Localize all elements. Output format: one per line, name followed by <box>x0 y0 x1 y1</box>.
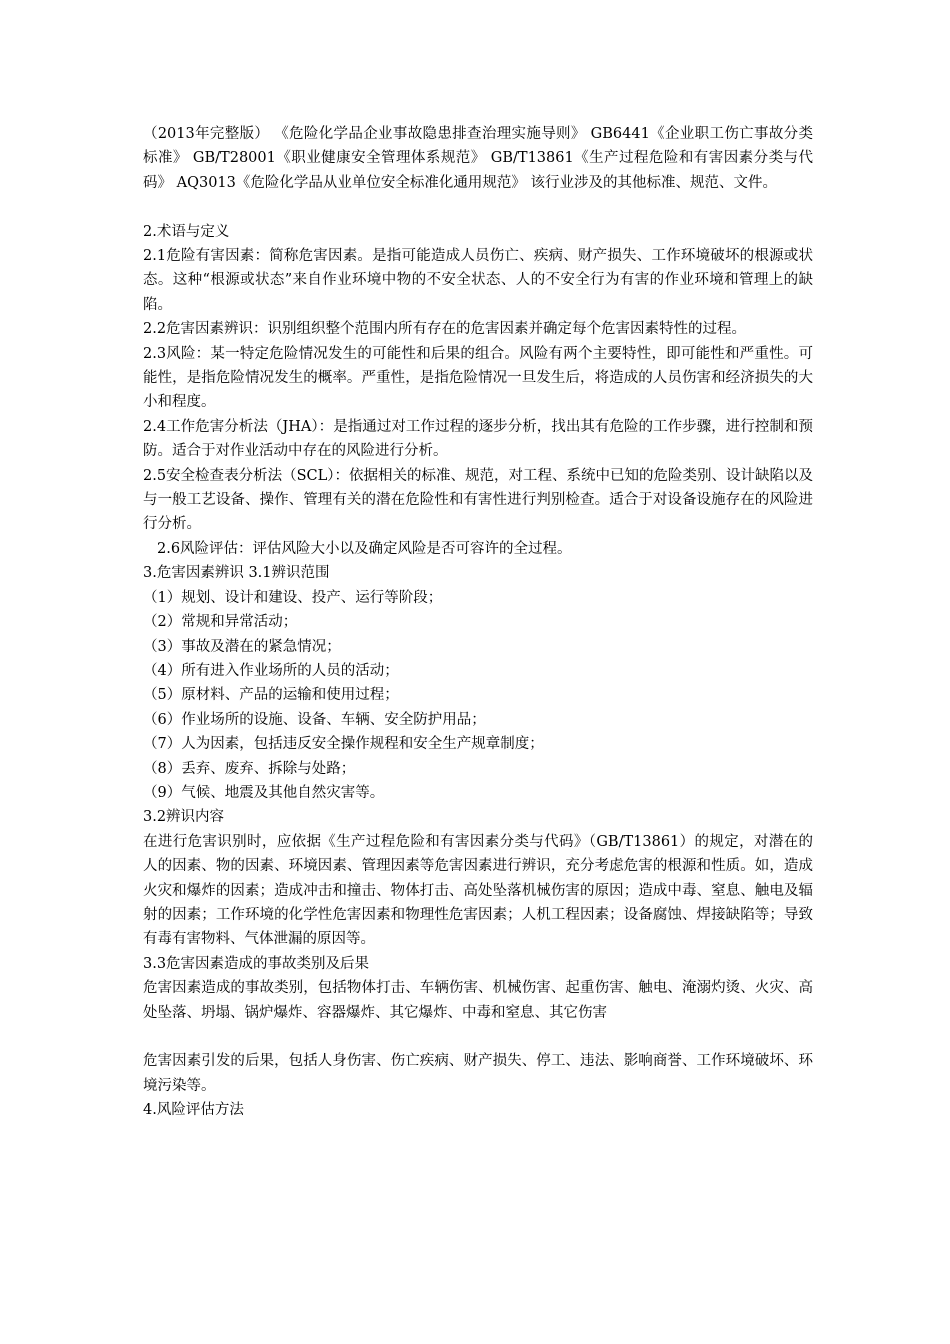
definition-2-6: 2.6风险评估：评估风险大小以及确定风险是否可容许的全过程。 <box>157 540 572 557</box>
definition-2-2: 2.2危害因素辨识：识别组织整个范围内所有存在的危害因素并确定每个危害因素特性的过程。 <box>143 321 747 338</box>
blank-line <box>143 195 813 219</box>
section-heading-3-3: 3.3危害因素造成的事故类别及后果 <box>143 955 370 972</box>
definition-2-4: 2.4工作危害分析法（JHA）：是指通过对工作过程的逐步分析，找出其有危险的工作步骤，进行控制和预防。适合于对作业活动中存在的风险进行分析。 <box>143 418 813 460</box>
definition-2-5: 2.5安全检查表分析法（SCL）：依据相关的标准、规范，对工程、系统中已知的危险类别、设计缺陷以及与一般工艺设备、操作、管理有关的潜在危险性和有害性进行判别检查。适合于对设备设施存在的风险进行分析。 <box>143 467 813 533</box>
scope-item-9: （9）气候、地震及其他自然灾害等。 <box>143 784 385 801</box>
section-heading-3-2: 3.2辨识内容 <box>143 809 225 826</box>
document-body <box>143 122 813 1123</box>
section-heading-terms: 2.术语与定义 <box>143 223 230 240</box>
scope-item-1: （1）规划、设计和建设、投产、运行等阶段； <box>143 589 443 606</box>
scope-item-2: （2）常规和异常活动； <box>143 614 298 631</box>
scope-item-8: （8）丢弃、废弃、拆除与处路； <box>143 760 356 777</box>
section-heading-hazard-identification: 3.危害因素辨识 3.1辨识范围 <box>143 565 330 582</box>
scope-item-5: （5）原材料、产品的运输和使用过程； <box>143 687 399 704</box>
blank-line <box>143 1025 813 1049</box>
scope-item-4: （4）所有进入作业场所的人员的活动； <box>143 662 399 679</box>
accident-categories-paragraph: 危害因素造成的事故类别，包括物体打击、车辆伤害、机械伤害、起重伤害、触电、淹溺灼烫、火灾、高处坠落、坍塌、锅炉爆炸、容器爆炸、其它爆炸、中毒和窒息、其它伤害 <box>143 980 813 1021</box>
scope-item-7: （7）人为因素，包括违反安全操作规程和安全生产规章制度； <box>143 736 544 753</box>
consequences-paragraph: 危害因素引发的后果，包括人身伤害、伤亡疾病、财产损失、停工、违法、影响商誉、工作环境破坏、环境污染等。 <box>143 1053 813 1094</box>
section-heading-4: 4.风险评估方法 <box>143 1102 244 1119</box>
intro-standards-paragraph: （2013年完整版） 《危险化学品企业事故隐患排查治理实施导则》 GB6441《企业职工伤亡事故分类标准》 GB/T28001《职业健康安全管理体系规范》 GB/T13861《生产过程危险和有害因素分类与代码》 AQ3013《危险化学品从业单位安全标准化通用规范》 该行业涉及的其他标准、规范、文件。 <box>143 126 813 191</box>
scope-item-6: （6）作业场所的设施、设备、车辆、安全防护用品； <box>143 711 486 728</box>
scope-item-3: （3）事故及潜在的紧急情况； <box>143 638 341 655</box>
identification-content-paragraph: 在进行危害识别时，应依据《生产过程危险和有害因素分类与代码》（GB/T13861）的规定，对潜在的人的因素、物的因素、环境因素、管理因素等危害因素进行辨识，充分考虑危害的根源和性质。如，造成火灾和爆炸的因素；造成冲击和撞击、物体打击、高处坠落机械伤害的原因；造成中毒、窒息、触电及辐射的因素；工作环境的化学性危害因素和物理性危害因素；人机工程因素；设备腐蚀、焊接缺陷等；导致有毒有害物料、气体泄漏的原因等。 <box>143 833 813 948</box>
definition-2-3: 2.3风险：某一特定危险情况发生的可能性和后果的组合。风险有两个主要特性，即可能性和严重性。可能性，是指危险情况发生的概率。严重性，是指危险情况一旦发生后，将造成的人员伤害和经济损失的大小和程度。 <box>143 345 813 411</box>
definition-2-1: 2.1危险有害因素：简称危害因素。是指可能造成人员伤亡、疾病、财产损失、工作环境破坏的根源或状态。这种“根源或状态”来自作业环境中物的不安全状态、人的不安全行为有害的作业环境和管理上的缺陷。 <box>143 248 813 313</box>
